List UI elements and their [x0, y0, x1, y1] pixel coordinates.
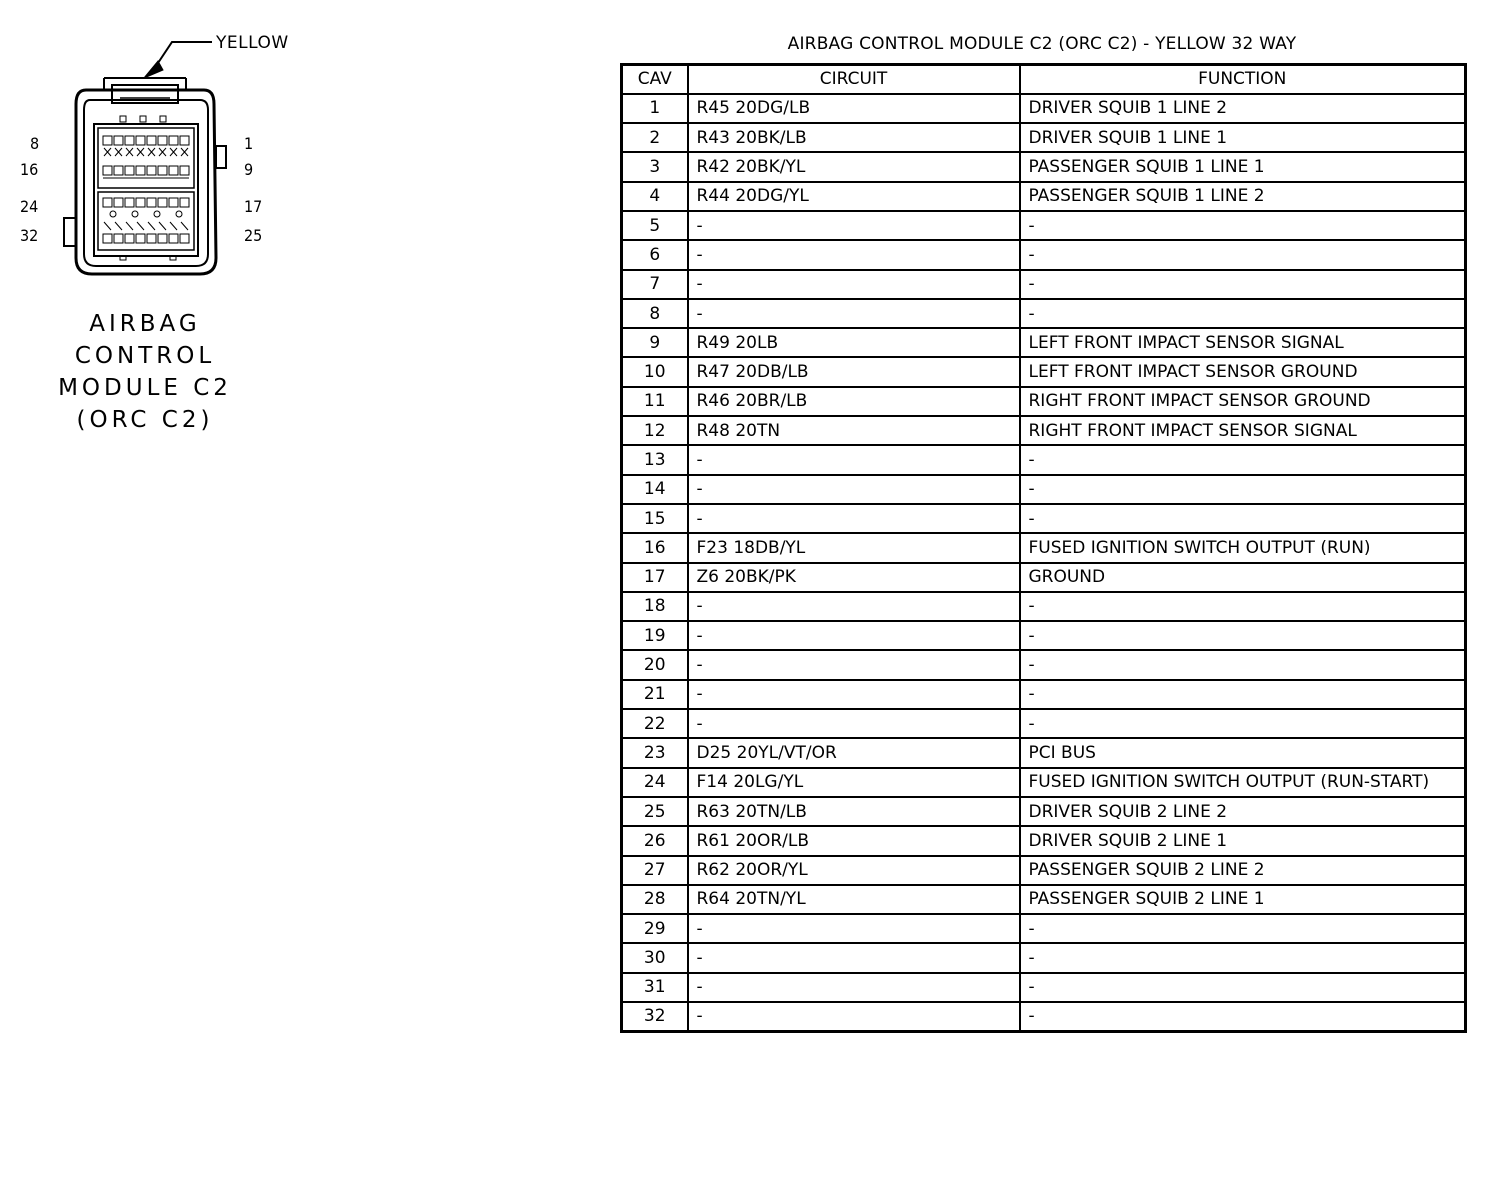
- table-row: [622, 856, 1466, 885]
- table-row: [622, 328, 1466, 357]
- cell-function: DRIVER SQUIB 2 LINE 1: [1020, 826, 1466, 855]
- cell-cav: 31: [622, 973, 688, 1002]
- connector-panel: [0, 0, 560, 480]
- connector-name-line: AIRBAG: [89, 311, 201, 337]
- cell-circuit: -: [688, 240, 1020, 269]
- cell-circuit: R43 20BK/LB: [688, 123, 1020, 152]
- cell-circuit: R44 20DG/YL: [688, 182, 1020, 211]
- cell-function: DRIVER SQUIB 1 LINE 1: [1020, 123, 1466, 152]
- pin-label-1: 1: [244, 134, 254, 153]
- cell-cav: 32: [622, 1002, 688, 1031]
- cell-cav: 30: [622, 943, 688, 972]
- cell-cav: 2: [622, 123, 688, 152]
- table-row: [622, 709, 1466, 738]
- cell-function: -: [1020, 943, 1466, 972]
- cell-function: -: [1020, 914, 1466, 943]
- cell-circuit: -: [688, 445, 1020, 474]
- table-row: [622, 650, 1466, 679]
- table-row: [622, 1002, 1466, 1031]
- cell-cav: 11: [622, 387, 688, 416]
- cell-circuit: R49 20LB: [688, 328, 1020, 357]
- cell-function: -: [1020, 504, 1466, 533]
- cell-function: -: [1020, 592, 1466, 621]
- connector-name-line: (ORC C2): [76, 407, 214, 433]
- table-row: [622, 738, 1466, 767]
- table-row: [622, 533, 1466, 562]
- cell-circuit: R62 20OR/YL: [688, 856, 1020, 885]
- table-row: [622, 357, 1466, 386]
- cell-function: PASSENGER SQUIB 1 LINE 2: [1020, 182, 1466, 211]
- connector-name-line: CONTROL: [74, 343, 216, 369]
- cell-function: -: [1020, 973, 1466, 1002]
- pinout-table: [620, 63, 1467, 1033]
- cell-circuit: Z6 20BK/PK: [688, 563, 1020, 592]
- table-row: [622, 211, 1466, 240]
- cell-cav: 8: [622, 299, 688, 328]
- header-function: FUNCTION: [1020, 65, 1466, 94]
- cell-circuit: F14 20LG/YL: [688, 768, 1020, 797]
- cell-function: LEFT FRONT IMPACT SENSOR GROUND: [1020, 357, 1466, 386]
- cell-circuit: -: [688, 680, 1020, 709]
- cell-cav: 20: [622, 650, 688, 679]
- table-row: [622, 182, 1466, 211]
- cell-cav: 9: [622, 328, 688, 357]
- cell-function: PASSENGER SQUIB 1 LINE 1: [1020, 152, 1466, 181]
- cell-circuit: R45 20DG/LB: [688, 94, 1020, 123]
- cell-function: -: [1020, 709, 1466, 738]
- cell-function: -: [1020, 621, 1466, 650]
- cell-cav: 10: [622, 357, 688, 386]
- cell-circuit: -: [688, 650, 1020, 679]
- cell-function: -: [1020, 270, 1466, 299]
- cell-cav: 1: [622, 94, 688, 123]
- cell-cav: 23: [622, 738, 688, 767]
- pin-label-25: 25: [244, 226, 263, 245]
- cell-circuit: -: [688, 621, 1020, 650]
- table-row: [622, 475, 1466, 504]
- table-row: [622, 797, 1466, 826]
- cell-cav: 12: [622, 416, 688, 445]
- table-row: [622, 416, 1466, 445]
- cell-cav: 18: [622, 592, 688, 621]
- cell-circuit: -: [688, 270, 1020, 299]
- table-row: [622, 123, 1466, 152]
- cell-function: FUSED IGNITION SWITCH OUTPUT (RUN-START): [1020, 768, 1466, 797]
- table-body: [622, 94, 1466, 1032]
- cell-cav: 13: [622, 445, 688, 474]
- cell-circuit: -: [688, 504, 1020, 533]
- cell-circuit: R61 20OR/LB: [688, 826, 1020, 855]
- cell-circuit: R47 20DB/LB: [688, 357, 1020, 386]
- table-row: [622, 94, 1466, 123]
- cell-function: RIGHT FRONT IMPACT SENSOR SIGNAL: [1020, 416, 1466, 445]
- table-row: [622, 621, 1466, 650]
- cell-cav: 29: [622, 914, 688, 943]
- cell-cav: 28: [622, 885, 688, 914]
- cell-circuit: -: [688, 592, 1020, 621]
- cell-function: -: [1020, 240, 1466, 269]
- cell-cav: 24: [622, 768, 688, 797]
- cell-cav: 19: [622, 621, 688, 650]
- table-row: [622, 270, 1466, 299]
- cell-function: -: [1020, 1002, 1466, 1031]
- connector-name-line: MODULE C2: [58, 375, 232, 401]
- cell-cav: 14: [622, 475, 688, 504]
- cell-function: -: [1020, 650, 1466, 679]
- table-title: AIRBAG CONTROL MODULE C2 (ORC C2) - YELLOW 32 WAY: [787, 34, 1297, 54]
- cell-cav: 21: [622, 680, 688, 709]
- pin-label-32: 32: [20, 226, 39, 245]
- cell-circuit: D25 20YL/VT/OR: [688, 738, 1020, 767]
- cell-circuit: -: [688, 1002, 1020, 1031]
- cell-function: PASSENGER SQUIB 2 LINE 1: [1020, 885, 1466, 914]
- connector-color-callout: YELLOW: [216, 33, 289, 53]
- cell-function: DRIVER SQUIB 2 LINE 2: [1020, 797, 1466, 826]
- cell-cav: 22: [622, 709, 688, 738]
- table-row: [622, 592, 1466, 621]
- table-row: [622, 768, 1466, 797]
- cell-cav: 17: [622, 563, 688, 592]
- table-header-row: [622, 65, 1466, 94]
- cell-circuit: R63 20TN/LB: [688, 797, 1020, 826]
- cell-function: DRIVER SQUIB 1 LINE 2: [1020, 94, 1466, 123]
- connector-face-drawing: [0, 0, 560, 300]
- header-circuit: CIRCUIT: [688, 65, 1020, 94]
- table-row: [622, 387, 1466, 416]
- cell-circuit: -: [688, 973, 1020, 1002]
- pin-label-9: 9: [244, 160, 254, 179]
- cell-circuit: -: [688, 211, 1020, 240]
- table-row: [622, 914, 1466, 943]
- cell-function: -: [1020, 475, 1466, 504]
- table-row: [622, 885, 1466, 914]
- pin-label-24: 24: [20, 197, 39, 216]
- cell-cav: 6: [622, 240, 688, 269]
- cell-circuit: F23 18DB/YL: [688, 533, 1020, 562]
- cell-circuit: R46 20BR/LB: [688, 387, 1020, 416]
- table-row: [622, 504, 1466, 533]
- cell-function: -: [1020, 211, 1466, 240]
- cell-cav: 3: [622, 152, 688, 181]
- cell-cav: 16: [622, 533, 688, 562]
- pin-label-16: 16: [20, 160, 39, 179]
- table-row: [622, 943, 1466, 972]
- cell-cav: 7: [622, 270, 688, 299]
- connector-name: [40, 308, 250, 436]
- cell-cav: 27: [622, 856, 688, 885]
- cell-circuit: -: [688, 709, 1020, 738]
- cell-cav: 26: [622, 826, 688, 855]
- cell-cav: 15: [622, 504, 688, 533]
- cell-function: PASSENGER SQUIB 2 LINE 2: [1020, 856, 1466, 885]
- table-row: [622, 152, 1466, 181]
- cell-function: FUSED IGNITION SWITCH OUTPUT (RUN): [1020, 533, 1466, 562]
- cell-circuit: R48 20TN: [688, 416, 1020, 445]
- cell-cav: 4: [622, 182, 688, 211]
- table-row: [622, 973, 1466, 1002]
- cell-circuit: R42 20BK/YL: [688, 152, 1020, 181]
- cell-function: LEFT FRONT IMPACT SENSOR SIGNAL: [1020, 328, 1466, 357]
- cell-circuit: -: [688, 299, 1020, 328]
- cell-circuit: -: [688, 943, 1020, 972]
- cell-function: -: [1020, 680, 1466, 709]
- pin-label-17: 17: [244, 197, 263, 216]
- table-row: [622, 299, 1466, 328]
- cell-circuit: -: [688, 914, 1020, 943]
- table-row: [622, 563, 1466, 592]
- table-row: [622, 680, 1466, 709]
- table-row: [622, 445, 1466, 474]
- cell-circuit: -: [688, 475, 1020, 504]
- cell-cav: 25: [622, 797, 688, 826]
- cell-function: -: [1020, 445, 1466, 474]
- header-cav: CAV: [622, 65, 688, 94]
- cell-function: PCI BUS: [1020, 738, 1466, 767]
- cell-function: GROUND: [1020, 563, 1466, 592]
- pin-label-8: 8: [30, 134, 40, 153]
- cell-function: -: [1020, 299, 1466, 328]
- cell-cav: 5: [622, 211, 688, 240]
- table-row: [622, 240, 1466, 269]
- cell-function: RIGHT FRONT IMPACT SENSOR GROUND: [1020, 387, 1466, 416]
- cell-circuit: R64 20TN/YL: [688, 885, 1020, 914]
- table-row: [622, 826, 1466, 855]
